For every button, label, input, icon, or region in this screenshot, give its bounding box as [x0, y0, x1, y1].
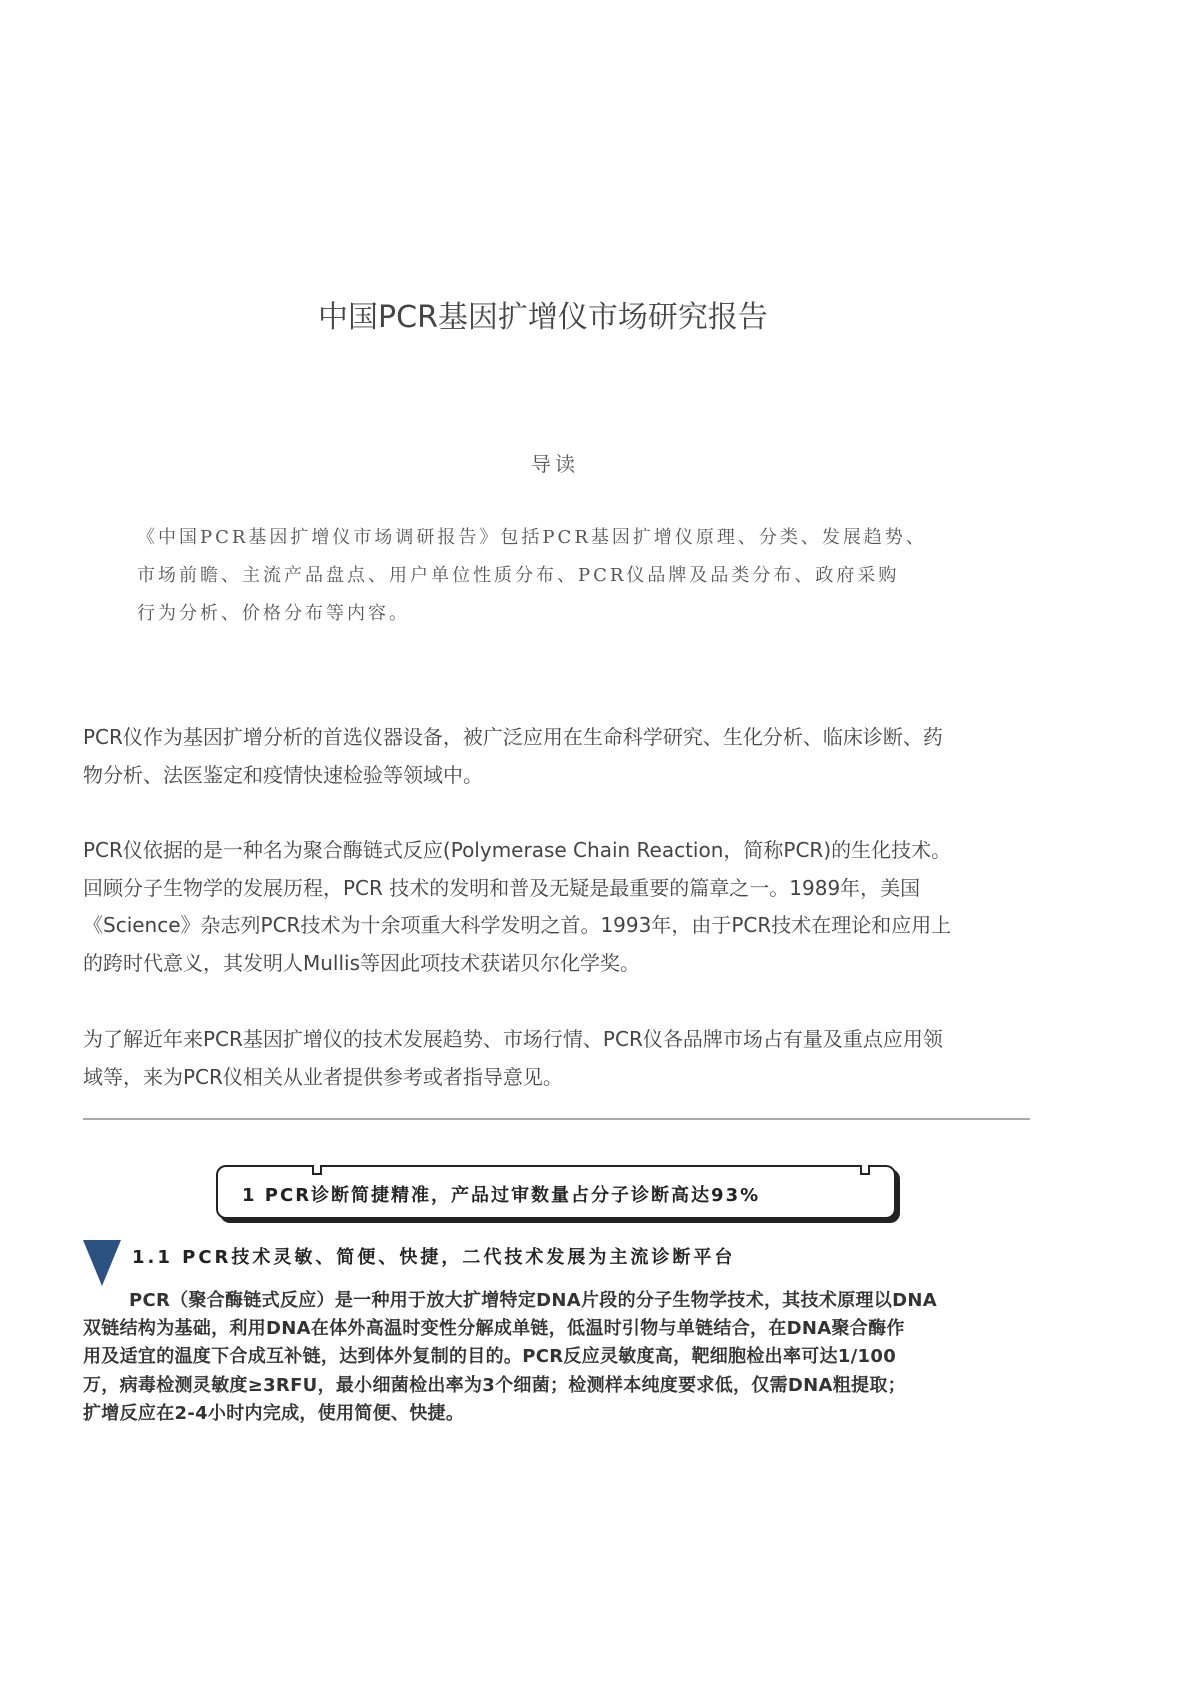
text-line: PCR（聚合酶链式反应）是一种用于放大扩增特定DNA片段的分子生物学技术，其技术原理以DNA — [129, 1290, 937, 1311]
text-line: 《中国PCR基因扩增仪市场调研报告》包括PCR基因扩增仪原理、分类、发展趋势、 — [137, 527, 927, 548]
box-tab — [312, 1165, 322, 1175]
text-line: PCR仪依据的是一种名为聚合酶链式反应(Polymerase Chain Reaction，简称PCR)的生化技术。 — [83, 838, 952, 862]
text-line: 市场前瞻、主流产品盘点、用户单位性质分布、PCR仪品牌及品类分布、政府采购 — [137, 565, 900, 586]
text-line: 行为分析、价格分布等内容。 — [137, 603, 410, 624]
text-line: 扩增反应在2-4小时内完成，使用简便、快捷。 — [83, 1402, 465, 1424]
box-tab — [860, 1165, 870, 1175]
text-line: 用及适宜的温度下合成互补链，达到体外复制的目的。PCR反应灵敏度高，靶细胞检出率可达1/100 — [83, 1346, 897, 1368]
text-line: 为了解近年来PCR基因扩增仪的技术发展趋势、市场行情、PCR仪各品牌市场占有量及重点应用领 — [83, 1027, 943, 1051]
section-heading: 1 PCR诊断简捷精准，产品过审数量占分子诊断高达93% — [242, 1185, 761, 1206]
guide-paragraph — [137, 524, 937, 638]
text-line: 《Science》杂志列PCR技术为十余项重大科学发明之首。1993年，由于PCR技术在理论和应用上 — [83, 913, 952, 937]
text-line: 双链结构为基础，利用DNA在体外高温时变性分解成单链，低温时引物与单链结合，在DNA聚合酶作 — [83, 1318, 905, 1340]
section-paragraph — [83, 1289, 1033, 1430]
text-line: PCR仪作为基因扩增分析的首选仪器设备，被广泛应用在生命科学研究、生化分析、临床诊断、药 — [83, 725, 943, 749]
guide-heading: 导读 — [531, 452, 579, 476]
section-heading-box — [216, 1165, 896, 1219]
divider — [83, 1118, 1030, 1120]
triangle-marker-icon — [83, 1240, 121, 1286]
paragraph-2 — [83, 836, 1033, 986]
text-line: 物分析、法医鉴定和疫情快速检验等领域中。 — [83, 762, 483, 787]
text-line: 万，病毒检测灵敏度≥3RFU，最小细菌检出率为3个细菌；检测样本纯度要求低，仅需DNA粗提取； — [83, 1374, 906, 1396]
paragraph-1 — [83, 723, 1033, 798]
paragraph-3 — [83, 1025, 1033, 1100]
subsection-heading: 1.1 PCR技术灵敏、简便、快捷，二代技术发展为主流诊断平台 — [132, 1247, 736, 1268]
text-line: 域等，来为PCR仪相关从业者提供参考或者指导意见。 — [83, 1064, 563, 1089]
document-title: 中国PCR基因扩增仪市场研究报告 — [318, 300, 768, 335]
text-line: 的跨时代意义，其发明人Mullis等因此项技术获诺贝尔化学奖。 — [83, 950, 641, 975]
text-line: 回顾分子生物学的发展历程，PCR 技术的发明和普及无疑是最重要的篇章之一。1989年，美国 — [83, 875, 921, 900]
